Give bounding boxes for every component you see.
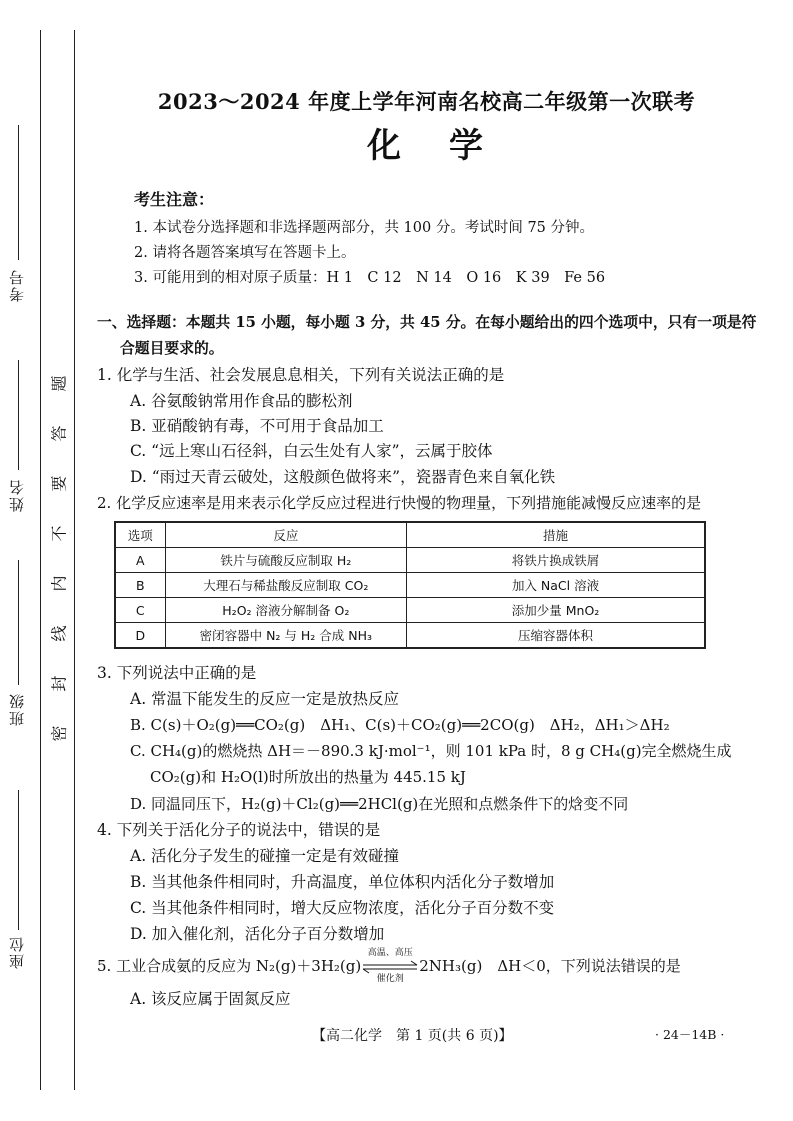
option: C. 当其他条件相同时，增大反应物浓度，活化分子百分数不变 [130,899,555,917]
table-header: 选项 [115,522,165,548]
table-row [115,598,705,623]
notice-item: 3. 可能用到的相对原子质量：H 1 C 12 N 14 O 16 K 39 Fe 56 [134,270,606,286]
table-header: 反应 [165,522,407,548]
seat-label: 座位 [8,935,26,969]
table-row [115,548,705,573]
options-table [114,521,706,649]
option: B. 当其他条件相同时，升高温度，单位体积内活化分子数增加 [130,873,555,891]
page-footer: 【高二化学 第 1 页(共 6 页)】 [312,1028,513,1044]
table-cell: H₂O₂ 溶液分解制备 O₂ [165,598,407,623]
option: C. CH₄(g)的燃烧热 ΔH＝－890.3 kJ·mol⁻¹，则 101 kPa 时，8 g CH₄(g)完全燃烧生成 [130,742,732,760]
margin-border-line-outer [40,30,41,1090]
option-continued: CO₂(g)和 H₂O(l)时所放出的热量为 445.15 kJ [150,768,466,786]
option: D. “雨过天青云破处，这般颜色做将来”，瓷器青色来自氧化铁 [130,468,556,486]
arrow-condition-bottom: 催化剂 [376,974,404,984]
table-cell: A [115,548,165,573]
option: C. “远上寒山石径斜，白云生处有人家”，云属于胶体 [130,442,493,460]
class-label: 班级 [8,692,26,726]
table-cell: 加入 NaCl 溶液 [407,573,705,598]
seal-char: 要 [49,475,69,492]
seal-char: 线 [49,625,69,642]
stem-part: 5. 工业合成氨的反应为 N₂(g)＋3H₂(g) [97,957,362,975]
class-field[interactable] [18,560,19,685]
table-cell: C [115,598,165,623]
option: D. 同温同压下，H₂(g)＋Cl₂(g)══2HCl(g)在光照和点燃条件下的焓变不同 [130,795,629,813]
arrow-condition-top: 高温、高压 [367,948,413,958]
subject-title: 化学 [367,126,531,166]
table-header: 措施 [407,522,705,548]
option: B. 亚硝酸钠有毒，不可用于食品加工 [130,417,384,435]
seal-char: 题 [49,375,69,392]
question-stem: 3. 下列说法中正确的是 [97,664,257,682]
section-heading-cont: 合题目要求的。 [120,340,224,357]
table-cell: D [115,623,165,649]
name-label: 姓名 [8,478,26,512]
option: A. 活化分子发生的碰撞一定是有效碰撞 [130,847,400,865]
option: A. 常温下能发生的反应一定是放热反应 [130,690,400,708]
reaction-arrow [361,948,419,984]
exam-no-label: 考号 [8,268,26,302]
name-field[interactable] [18,360,19,470]
seal-char: 密 [49,725,69,742]
table-cell: B [115,573,165,598]
question-stem: 4. 下列关于活化分子的说法中，错误的是 [97,821,381,839]
notice-heading: 考生注意： [134,190,215,209]
stem-part: 2NH₃(g) ΔH＜0，下列说法错误的是 [419,957,681,975]
notice-item: 2. 请将各题答案填写在答题卡上。 [134,245,356,261]
option: B. C(s)＋O₂(g)══CO₂(g) ΔH₁、C(s)＋CO₂(g)══2CO(g) ΔH₂，ΔH₁＞ΔH₂ [130,716,670,734]
question-stem [97,948,681,984]
table-cell: 压缩容器体积 [407,623,705,649]
option: A. 该反应属于固氮反应 [130,990,291,1008]
paper-code: · 24－14B · [655,1027,725,1042]
table-cell: 添加少量 MnO₂ [407,598,705,623]
table-row [115,573,705,598]
section-heading: 一、选择题：本题共 15 小题，每小题 3 分，共 45 分。在每小题给出的四个选项中，只有一项是符 [97,314,757,331]
question-stem: 1. 化学与生活、社会发展息息相关，下列有关说法正确的是 [97,366,505,384]
table-cell: 密闭容器中 N₂ 与 H₂ 合成 NH₃ [165,623,407,649]
question-stem: 2. 化学反应速率是用来表示化学反应过程进行快慢的物理量，下列措施能减慢反应速率的是 [97,494,702,512]
table-cell: 铁片与硫酸反应制取 H₂ [165,548,407,573]
option: D. 加入催化剂，活化分子百分数增加 [130,925,385,943]
table-cell: 大理石与稀盐酸反应制取 CO₂ [165,573,407,598]
table-cell: 将铁片换成铁屑 [407,548,705,573]
seal-char: 答 [49,425,69,442]
seal-char: 封 [49,675,69,692]
table-row [115,623,705,649]
notice-item: 1. 本试卷分选择题和非选择题两部分，共 100 分。考试时间 75 分钟。 [134,220,595,236]
exam-title: 2023～2024 年度上学年河南名校高二年级第一次联考 [157,89,696,114]
seal-char: 内 [49,575,69,592]
margin-border-line-inner [74,30,75,1090]
seat-field[interactable] [18,790,19,930]
table-header-row [115,522,705,548]
option: A. 谷氨酸钠常用作食品的膨松剂 [130,392,353,410]
seal-char: 不 [49,525,69,542]
